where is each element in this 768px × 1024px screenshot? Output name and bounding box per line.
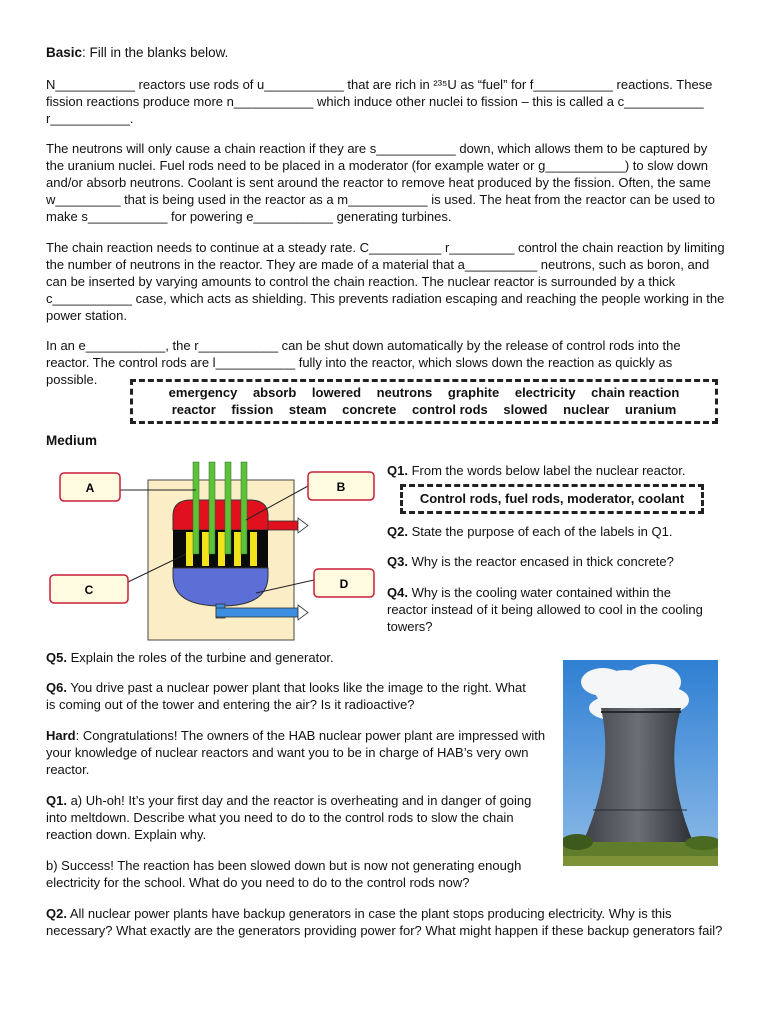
medium-q3-text: Why is the reactor encased in thick concrete? (407, 554, 674, 569)
coolant-pool (173, 568, 268, 606)
control-rod (193, 462, 199, 554)
medium-q4-num: Q4. (387, 585, 408, 600)
word-bank-word: control rods (411, 402, 488, 417)
hard-intro (46, 727, 546, 778)
word-bank-word: electricity (514, 385, 576, 400)
fuel-rod (250, 532, 257, 566)
word-bank-word: neutrons (376, 385, 433, 400)
hard-intro-text: : Congratulations! The owners of the HAB nuclear power plant are impressed with your knowledge of nuclear reactors and want you to be in charge of HAB’s very own reactor. (46, 728, 546, 777)
hard-q2 (46, 905, 726, 939)
control-rod (209, 462, 215, 554)
label-d-text: D (339, 577, 349, 591)
fuel-rod (186, 532, 193, 566)
medium-heading (46, 432, 726, 449)
hard-q2-text: All nuclear power plants have backup generators in case the plant stops producing electricity. Why is this necessary? What exactly are the generators providing power for? What might happen if these backup generators fail? (46, 906, 723, 938)
word-bank-word: slowed (503, 402, 548, 417)
fuel-rod (234, 532, 241, 566)
medium-q1 (387, 462, 727, 479)
reactor-diagram (46, 458, 376, 648)
word-bank-row-1 (133, 384, 715, 401)
control-rod (241, 462, 247, 554)
hard-q1b: b) Success! The reaction has been slowed down but is now not generating enough electricity for the school. What do you need to do to the control rods now? (46, 858, 522, 890)
basic-paragraph-1: N___________ reactors use rods of u___________ that are rich in ²³⁵U as “fuel” for f___________ reactions. These fission reactions produce more n___________ which induce other nuclei to fission – this is called a c___________ r___________. (46, 77, 713, 126)
medium-q4-text: Why is the cooling water contained within the reactor instead of it being allowed to cool in the cooling towers? (387, 585, 703, 634)
label-box-b (308, 472, 374, 500)
word-bank-word: uranium (625, 402, 677, 417)
outlet-arrow (298, 518, 308, 533)
medium-q5-text: Explain the roles of the turbine and generator. (66, 650, 334, 665)
word-bank-word: graphite (447, 385, 500, 400)
medium-q2-num: Q2. (387, 524, 408, 539)
word-bank-word: reactor (171, 402, 216, 417)
label-c-text: C (84, 583, 94, 597)
medium-q4 (387, 584, 707, 635)
word-bank-word: chain reaction (591, 385, 680, 400)
hard-heading: Hard (46, 728, 76, 743)
fuel-rod (218, 532, 225, 566)
hard-q1-num: Q1. (46, 793, 67, 808)
basic-header (46, 44, 726, 61)
label-b-text: B (336, 480, 346, 494)
medium-q1-num: Q1. (387, 463, 408, 478)
word-bank-row-2 (133, 401, 715, 418)
medium-q3-num: Q3. (387, 554, 408, 569)
basic-paragraph-4: In an e___________, the r___________ can be shut down automatically by the release of control rods into the reactor. The control rods are l___________ fully into the reactor, which slows down the reaction as quickly as possible. (46, 338, 681, 387)
cooling-tower-photo (563, 660, 718, 866)
word-bank-word: fission (231, 402, 274, 417)
outlet-pipe (268, 521, 298, 530)
label-box-a (60, 473, 120, 501)
medium-q5-num: Q5. (46, 650, 67, 665)
inlet-pipe-horizontal (216, 608, 298, 617)
medium-q6-num: Q6. (46, 680, 67, 695)
fuel-rod (202, 532, 209, 566)
medium-q6 (46, 679, 526, 713)
word-bank-word: steam (288, 402, 327, 417)
label-words-box (400, 484, 704, 514)
hard-q1a-text: a) Uh-oh! It’s your first day and the reactor is overheating and in danger of going into meltdown. Describe what you need to do to the control rods to slow the chain reaction down. Explain why. (46, 793, 532, 842)
hard-q2-num: Q2. (46, 906, 67, 921)
word-bank-word: nuclear (563, 402, 610, 417)
control-rod (225, 462, 231, 554)
medium-q1-text: From the words below label the nuclear reactor. (407, 463, 686, 478)
word-bank-box (130, 379, 718, 424)
basic-paragraph-3: The chain reaction needs to continue at a steady rate. C__________ r_________ control the chain reaction by limiting the number of neutrons in the reactor. They are made of a material that a__________ neutrons, such as boron, and can be inserted by varying amounts to control the chain reaction. The nuclear reactor is surrounded by a thick c___________ case, which acts as shielding. This prevents radiation escaping and reaching the people working in the power station. (46, 240, 725, 323)
word-bank-word: absorb (252, 385, 297, 400)
word-bank-word: concrete (342, 402, 397, 417)
label-box-c (50, 575, 128, 603)
basic-heading: Basic (46, 45, 83, 60)
label-a-text: A (85, 481, 95, 495)
medium-q2 (387, 523, 727, 540)
word-bank-word: lowered (311, 385, 362, 400)
medium-q6-text: You drive past a nuclear power plant that looks like the image to the right. What is coming out of the tower and entering the air? Is it radioactive? (46, 680, 526, 712)
word-bank-word: emergency (168, 385, 238, 400)
reactor-vessel-top (173, 500, 268, 530)
inlet-arrow (298, 605, 308, 620)
hard-q1a (46, 792, 550, 843)
label-words: Control rods, fuel rods, moderator, coolant (419, 491, 685, 506)
medium-q3 (387, 553, 727, 570)
label-box-d (314, 569, 374, 597)
basic-instruction: : Fill in the blanks below. (82, 45, 229, 60)
basic-paragraph-2: The neutrons will only cause a chain reaction if they are s___________ down, which allows them to be captured by the uranium nuclei. Fuel rods need to be placed in a moderator (for example water or g___________) to slow down and/or absorb neutrons. Coolant is sent around the reactor to remove heat produced by the fission. Often, the same w_________ that is being used in the reactor as a m___________ is used. The heat from the reactor can be used to make s___________ for powering e___________ generating turbines. (46, 141, 715, 224)
medium-q2-text: State the purpose of each of the labels in Q1. (407, 524, 673, 539)
medium-heading-text: Medium (46, 433, 98, 448)
